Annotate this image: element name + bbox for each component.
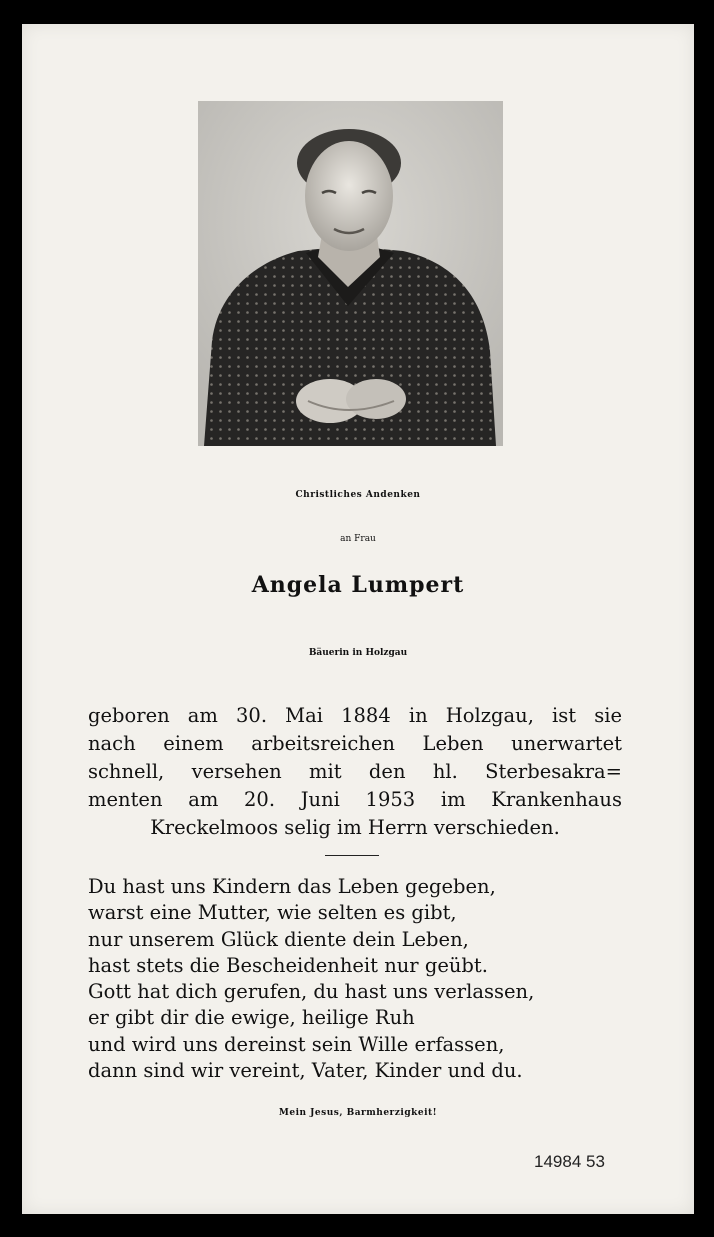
occupation-line: Bäuerin in Holzgau [308,648,408,658]
biography-line: geboren am 30. Mai 1884 in Holzgau, ist sie [88,704,622,727]
poem-line: dann sind wir vereint, Vater, Kinder und du. [88,1059,523,1083]
dedication-line: an Frau [340,534,376,544]
portrait-illustration [198,101,503,446]
poem-line: hast stets die Bescheidenheit nur geübt. [88,953,488,977]
biography-line: schnell, versehen mit den hl. Sterbesakra= [88,760,622,783]
portrait-photo [198,101,503,446]
memorial-poem [88,874,628,1084]
poem-line: und wird uns dereinst sein Wille erfassen, [88,1032,505,1056]
biography-paragraph [88,702,622,842]
memorial-heading: Christliches Andenken [295,490,421,500]
poem-line: warst eine Mutter, wie selten es gibt, [88,901,457,925]
memorial-card [22,24,694,1214]
biography-line: Kreckelmoos selig im Herrn verschieden. [150,816,560,839]
biography-line: menten am 20. Juni 1953 im Krankenhaus [88,788,622,811]
poem-line: er gibt dir die ewige, heilige Ruh [88,1006,415,1030]
print-code: 14984 53 [534,1152,605,1171]
poem-line: Gott hat dich gerufen, du hast uns verlassen, [88,980,535,1004]
biography-line: nach einem arbeitsreichen Leben unerwartet [88,732,622,755]
poem-line: nur unserem Glück diente dein Leben, [88,927,469,951]
deceased-name: Angela Lumpert [251,572,465,598]
closing-prayer: Mein Jesus, Barmherzigkeit! [278,1108,438,1118]
section-divider [325,855,379,856]
poem-line: Du hast uns Kindern das Leben gegeben, [88,875,496,898]
